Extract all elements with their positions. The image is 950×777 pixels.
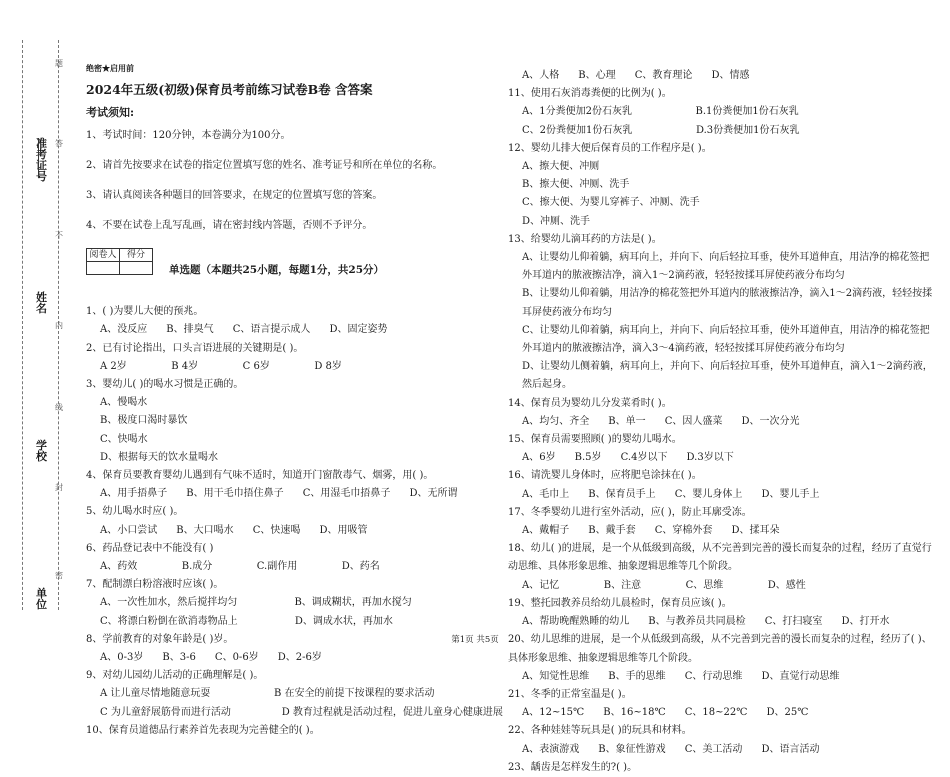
seal-mark: 封 bbox=[55, 483, 63, 492]
question-stem: 2、已有讨论指出，口头言语进展的关键期是( )。 bbox=[86, 342, 304, 354]
name-label: 姓名 bbox=[36, 291, 47, 315]
question-stem: 3、婴幼儿( )的喝水习惯是正确的。 bbox=[86, 379, 244, 391]
answer-option[interactable]: A、药效 B.成分 C.副作用 D、药名 bbox=[100, 561, 380, 573]
question-item bbox=[86, 467, 476, 503]
question-item bbox=[86, 576, 476, 631]
right-question-list bbox=[508, 67, 933, 777]
answer-option[interactable]: B、极度口渴时暴饮 bbox=[100, 415, 188, 427]
question-item bbox=[86, 376, 476, 467]
question-stem: 11、使用石灰消毒粪便的比例为( )。 bbox=[508, 88, 672, 100]
answer-option[interactable]: A、帮助晚醒熟睡的幼儿 B、与教养员共同晨检 C、打扫寝室 D、打开水 bbox=[522, 616, 890, 628]
school-label: 学校 bbox=[36, 439, 47, 463]
notice-item: 3、请认真阅读各种题目的回答要求，在规定的位置填写您的答案。 bbox=[86, 190, 383, 201]
answer-option[interactable]: A、没反应 B、排臭气 C、语言提示成人 D、固定姿势 bbox=[100, 324, 388, 336]
question-item bbox=[508, 67, 933, 85]
answer-option[interactable]: A、1分粪便加2份石灰乳 B.1份粪便加1份石灰乳 bbox=[522, 106, 799, 118]
question-stem: 6、药品登记表中不能没有( ) bbox=[86, 542, 214, 554]
notice-heading: 考试须知: bbox=[86, 106, 135, 119]
answer-option[interactable]: C、将漂白粉倒在欲消毒物品上 D、调成水状，再加水 bbox=[100, 615, 393, 627]
answer-option[interactable]: A 让儿童尽情地随意玩耍 B 在安全的前提下按课程的要求活动 bbox=[100, 688, 435, 700]
answer-option[interactable]: B、擦大便、冲厕、洗手 bbox=[522, 179, 630, 191]
question-item bbox=[508, 595, 933, 631]
question-item bbox=[508, 467, 933, 503]
answer-option[interactable]: C、让婴幼儿仰着躺，病耳向上，并向下、向后轻拉耳垂，使外耳道伸直，用洁净的棉花签把外耳道内的脓液擦洁净，滴入3～4滴药液，轻轻按揉耳屏使药液分布均匀 bbox=[522, 324, 930, 355]
answer-option[interactable]: D、根据每天的饮水量喝水 bbox=[100, 451, 219, 463]
answer-option[interactable]: A、12~15℃ B、16~18℃ C、18~22℃ D、25℃ bbox=[522, 707, 809, 719]
secret-mark: 绝密★启用前 bbox=[86, 63, 134, 73]
answer-option[interactable]: C、擦大便、为婴儿穿裤子、冲厕、洗手 bbox=[522, 197, 700, 209]
question-item bbox=[86, 540, 476, 576]
answer-option[interactable]: C、2份粪便加1份石灰乳 D.3份粪便加1份石灰乳 bbox=[522, 124, 800, 136]
question-stem: 7、配制漂白粉溶液时应该( )。 bbox=[86, 579, 224, 591]
left-question-list bbox=[86, 303, 503, 740]
answer-option[interactable]: A、人格 B、心理 C、教育理论 D、情感 bbox=[522, 70, 750, 81]
seal-mark: 密 bbox=[55, 571, 63, 580]
question-item bbox=[86, 667, 503, 722]
question-item bbox=[508, 231, 933, 395]
question-item bbox=[86, 340, 476, 376]
question-stem: 9、对幼儿园幼儿活动的正确理解是( )。 bbox=[86, 670, 264, 682]
question-item bbox=[86, 722, 476, 740]
answer-option[interactable]: A、戴帽子 B、戴手套 C、穿棉外套 D、揉耳朵 bbox=[522, 525, 780, 537]
score-cell[interactable] bbox=[120, 261, 153, 274]
unit-label: 单位 bbox=[36, 587, 47, 611]
question-stem: 10、保育员道德品行素养首先表现为完善健全的( )。 bbox=[86, 724, 320, 736]
question-stem: 12、婴幼儿排大便后保育员的工作程序是( )。 bbox=[508, 142, 712, 154]
seal-mark: 线 bbox=[55, 403, 63, 412]
question-stem: 18、幼儿( )的进展，是一个从低级到高级，从不完善到完善的漫长而复杂的过程，经历了直觉行动思维、具体形象思维、抽象逻辑思维等几个阶段。 bbox=[508, 543, 932, 573]
exam-title: 2024年五级(初级)保育员考前练习试卷B卷 含答案 bbox=[86, 82, 373, 97]
answer-option[interactable]: A、擦大便、冲厕 bbox=[522, 161, 600, 173]
notice-item: 2、请首先按要求在试卷的指定位置填写您的姓名、准考证号和所在单位的名称。 bbox=[86, 160, 443, 171]
answer-option[interactable]: A 2岁 B 4岁 C 6岁 D 8岁 bbox=[100, 360, 342, 372]
question-stem: 17、冬季婴幼儿进行室外活动，应( )，防止耳廓受冻。 bbox=[508, 506, 752, 518]
notice-item: 1、考试时间：120分钟，本卷满分为100分。 bbox=[86, 130, 291, 141]
answer-option[interactable]: C、快喝水 bbox=[100, 433, 148, 445]
answer-option[interactable]: A、记忆 B、注意 C、思维 D、感性 bbox=[522, 579, 806, 591]
question-stem: 14、保育员为婴幼儿分发菜肴时( )。 bbox=[508, 397, 672, 409]
seal-line bbox=[22, 40, 23, 610]
score-header: 得分 bbox=[120, 248, 153, 261]
question-stem: 8、学前教育的对象年龄是( )岁。 bbox=[86, 633, 234, 645]
section-title: 单选题（本题共25小题，每题1分，共25分） bbox=[169, 264, 385, 276]
question-stem: 23、龋齿是怎样发生的?( )。 bbox=[508, 761, 638, 773]
binding-margin bbox=[0, 0, 78, 671]
right-column bbox=[508, 67, 933, 777]
question-item bbox=[508, 759, 933, 777]
score-table bbox=[86, 248, 153, 275]
answer-option[interactable]: D、冲厕、洗手 bbox=[522, 215, 591, 227]
question-stem: 19、整托园教养员给幼儿晨检时，保育员应该( )。 bbox=[508, 597, 732, 609]
admission-number-underline bbox=[38, 138, 39, 178]
question-item bbox=[508, 686, 933, 722]
question-item bbox=[508, 140, 933, 231]
question-item bbox=[508, 395, 933, 431]
answer-option[interactable]: A、小口尝试 B、大口喝水 C、快速喝 D、用吸管 bbox=[100, 524, 368, 536]
question-stem: 21、冬季的正常室温是( )。 bbox=[508, 688, 632, 700]
question-item bbox=[86, 303, 476, 339]
seal-mark: 题 bbox=[55, 59, 63, 68]
answer-option[interactable]: A、慢喝水 bbox=[100, 397, 148, 409]
question-stem: 1、( )为婴儿大便的预兆。 bbox=[86, 306, 204, 318]
question-stem: 20、幼儿思维的进展，是一个从低级到高级，从不完善到完善的漫长而复杂的过程，经历了( )、具体形象思维、抽象逻辑思维等几个阶段。 bbox=[508, 634, 932, 664]
question-item bbox=[508, 85, 933, 140]
question-item bbox=[508, 431, 933, 467]
reviewer-header: 阅卷人 bbox=[87, 248, 120, 261]
question-item bbox=[508, 540, 933, 595]
answer-option[interactable]: C 为儿童舒展筋骨而进行活动 D 教育过程就是活动过程，促进儿童身心健康进展 bbox=[100, 706, 503, 718]
reviewer-cell[interactable] bbox=[87, 261, 120, 274]
answer-option[interactable]: A、0-3岁 B、3-6 C、0-6岁 D、2-6岁 bbox=[100, 652, 322, 664]
question-stem: 5、幼儿喝水时应( )。 bbox=[86, 506, 184, 518]
answer-option[interactable]: D、让婴幼儿侧着躺，病耳向上，并向下、向后轻拉耳垂，使外耳道伸直，滴入1～2滴药液，然后起身。 bbox=[522, 361, 933, 391]
answer-option[interactable]: A、一次性加水，然后搅拌均匀 B、调成糊状，再加水搅匀 bbox=[100, 597, 412, 609]
question-stem: 16、请洗婴儿身体时，应将肥皂涂抹在( )。 bbox=[508, 470, 702, 482]
notice-list bbox=[86, 127, 476, 234]
score-area bbox=[86, 243, 476, 279]
question-stem: 15、保育员需要照顾( )的婴幼儿喝水。 bbox=[508, 434, 682, 446]
question-stem: 4、保育员要教育婴幼儿遇到有气味不适时，知道开门窗散毒气、烟雾，用( )。 bbox=[86, 470, 434, 482]
admission-number-label: 准考证号 bbox=[36, 137, 47, 183]
question-item bbox=[508, 722, 933, 758]
answer-option[interactable]: A、让婴幼儿仰着躺，病耳向上，并向下、向后轻拉耳垂，使外耳道伸直，用洁净的棉花签把外耳道内的脓液擦洁净，滴入1～2滴药液，轻轻按揉耳屏使药液分布均匀 bbox=[522, 252, 930, 282]
answer-option[interactable]: A、均匀、齐全 B、单一 C、因人盛菜 D、一次分光 bbox=[522, 415, 800, 427]
answer-option[interactable]: A、毛巾上 B、保育员手上 C、婴儿身体上 D、婴儿手上 bbox=[522, 488, 820, 500]
answer-option[interactable]: A、知觉性思维 B、手的思维 C、行动思维 D、直觉行动思维 bbox=[522, 670, 840, 682]
seal-mark: 答 bbox=[55, 139, 63, 148]
question-item bbox=[508, 504, 933, 540]
question-item bbox=[86, 503, 476, 539]
question-stem: 13、给婴幼儿滴耳药的方法是( )。 bbox=[508, 233, 662, 245]
answer-option[interactable]: A、6岁 B.5岁 C.4岁以下 D.3岁以下 bbox=[522, 452, 734, 464]
question-stem: 22、各种娃娃等玩具是( )的玩具和材料。 bbox=[508, 725, 692, 737]
seal-mark: 内 bbox=[55, 321, 63, 330]
seal-mark: 不 bbox=[55, 231, 63, 240]
answer-option[interactable]: A、表演游戏 B、象征性游戏 C、美工活动 D、语言活动 bbox=[522, 743, 820, 755]
answer-option[interactable]: B、让婴幼儿仰着躺，用洁净的棉花签把外耳道内的脓液擦洁净，滴入1～2滴药液，轻轻按揉耳屏使药液分布均匀 bbox=[522, 288, 933, 318]
answer-option[interactable]: A、用手捂鼻子 B、用干毛巾捂住鼻子 C、用湿毛巾捂鼻子 D、无所谓 bbox=[100, 488, 458, 500]
notice-item: 4、不要在试卷上乱写乱画，请在密封线内答题，否则不予评分。 bbox=[86, 220, 373, 231]
page-footer: 第1页 共5页 bbox=[451, 635, 499, 645]
